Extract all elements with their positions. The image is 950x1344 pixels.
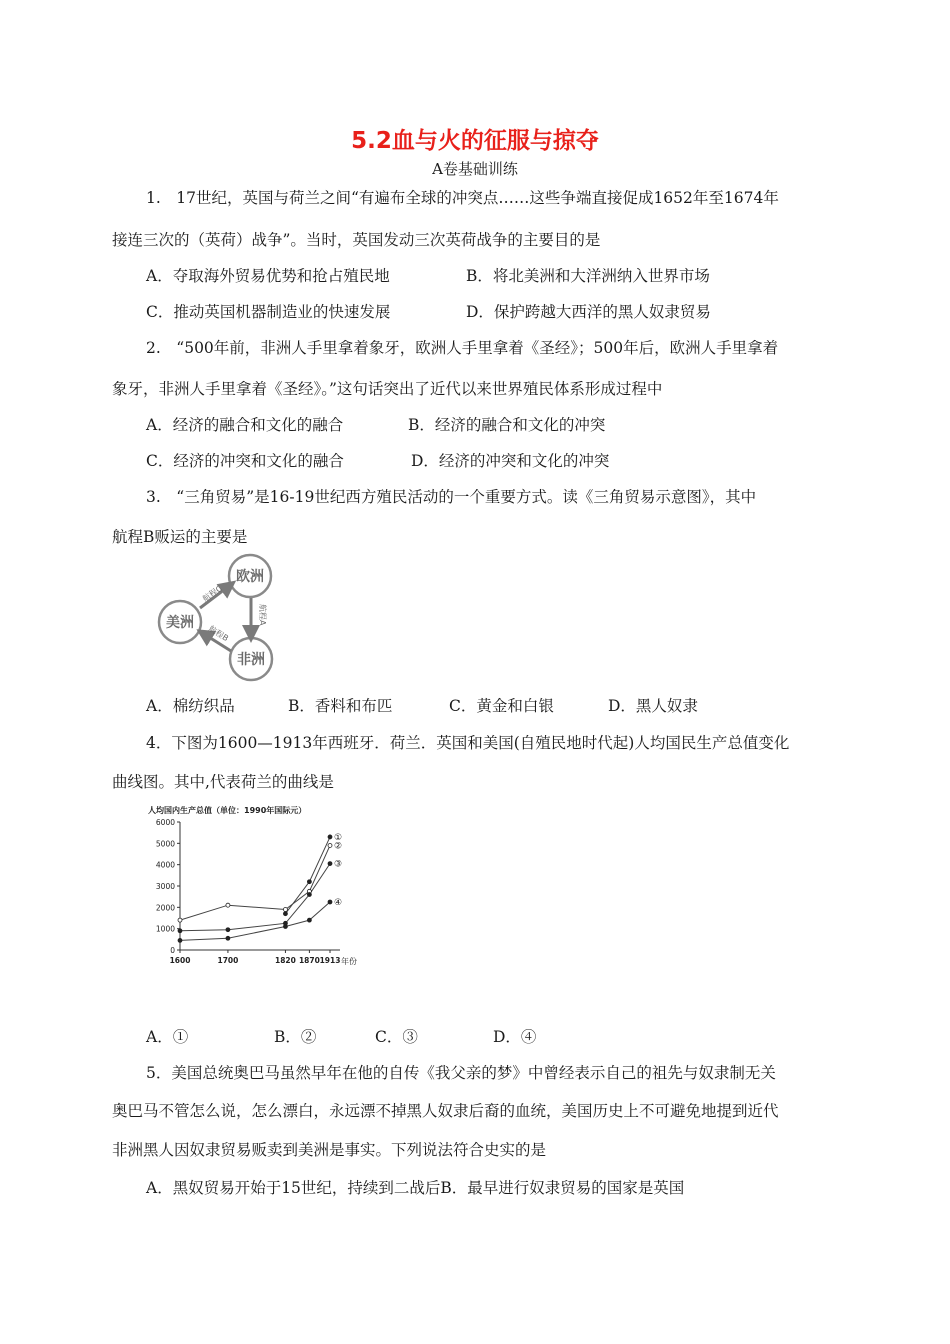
q4-stem-line2: 曲线图。其中,代表荷兰的曲线是 [112, 773, 334, 791]
y-tick-label: 6000 [155, 818, 175, 827]
y-tick-label: 0 [170, 946, 175, 955]
data-point [328, 835, 332, 839]
x-tick-label: 1600 [169, 956, 191, 965]
page-title: 5.2血与火的征服与掠夺 [351, 128, 599, 154]
chart-xlabel: 年份 [341, 957, 357, 966]
america-label: 美洲 [166, 615, 194, 631]
q3-option-d[interactable]: D．黑人奴隶 [608, 697, 698, 715]
gdp-line-chart [140, 800, 380, 970]
data-point [283, 907, 287, 911]
q5-stem-line3: 非洲黑人因奴隶贸易贩卖到美洲是事实。下列说法符合史实的是 [112, 1141, 547, 1159]
data-point [328, 843, 332, 847]
q1-stem-line2: 接连三次的（英荷）战争”。当时，英国发动三次英荷战争的主要目的是 [112, 231, 601, 249]
data-point [226, 936, 230, 940]
y-tick-label: 5000 [155, 839, 175, 849]
data-point [178, 918, 182, 922]
series-label: ③ [334, 859, 343, 870]
series-label: ② [334, 841, 343, 852]
q4-stem-line1: 4．下图为1600—1913年西班牙．荷兰．英国和美国(自殖民地时代起)人均国民生产总值变化 [146, 734, 790, 752]
series-label: ④ [334, 898, 343, 908]
route-c-label: 航程C [200, 583, 224, 604]
data-point [226, 903, 230, 907]
series-label: ① [334, 832, 343, 843]
q4-option-c[interactable]: C．③ [375, 1028, 418, 1046]
q2-option-b[interactable]: B．经济的融合和文化的冲突 [408, 416, 606, 434]
y-tick-label: 2000 [155, 903, 175, 913]
route-a-label: 航程A [258, 604, 267, 626]
data-point [178, 929, 182, 933]
q4-option-d[interactable]: D．④ [493, 1028, 537, 1046]
data-point [307, 918, 311, 922]
q5-stem-line1: 5．美国总统奥巴马虽然早年在他的自传《我父亲的梦》中曾经表示自己的祖先与奴隶制无关 [146, 1064, 776, 1082]
europe-label: 欧洲 [236, 569, 264, 585]
y-tick-label: 1000 [155, 924, 175, 934]
x-tick-label: 1700 [217, 956, 239, 965]
q2-option-d[interactable]: D．经济的冲突和文化的冲突 [411, 452, 610, 470]
q1-stem-line1: 1. 17世纪，英国与荷兰之间“有遍布全球的冲突点……这些争端直接促成1652年至1674年 [146, 189, 779, 207]
data-point [307, 880, 311, 884]
data-point [328, 900, 332, 904]
y-tick-label: 3000 [155, 882, 175, 891]
x-tick-label: 1820 [274, 956, 296, 965]
q2-option-a[interactable]: A．经济的融合和文化的融合 [146, 416, 344, 434]
q4-option-a[interactable]: A．① [146, 1028, 189, 1046]
x-tick-label: 1870 [298, 956, 320, 965]
q1-option-d[interactable]: D．保护跨越大西洋的黑人奴隶贸易 [466, 303, 711, 321]
q3-option-a[interactable]: A．棉纺织品 [146, 697, 235, 715]
y-tick-label: 4000 [155, 860, 175, 870]
q4-option-b[interactable]: B．② [274, 1028, 317, 1046]
q1-option-a[interactable]: A．夺取海外贸易优势和抢占殖民地 [146, 267, 390, 285]
q3-stem-line1: 3. “三角贸易”是16-19世纪西方殖民活动的一个重要方式。读《三角贸易示意图》，其中 [146, 488, 757, 506]
q1-option-c[interactable]: C．推动英国机器制造业的快速发展 [146, 303, 391, 321]
q3-stem-line2: 航程B贩运的主要是 [112, 528, 248, 546]
chart-title: 人均国内生产总值（单位：1990年国际元） [148, 806, 307, 815]
data-point [226, 928, 230, 932]
africa-label: 非洲 [237, 652, 265, 668]
q1-option-b[interactable]: B．将北美洲和大洋洲纳入世界市场 [466, 267, 710, 285]
q3-option-b[interactable]: B．香料和布匹 [288, 697, 393, 715]
q2-option-c[interactable]: C．经济的冲突和文化的融合 [146, 452, 344, 470]
data-point [283, 912, 287, 916]
route-b-label: 航程B [206, 624, 230, 644]
data-point [307, 893, 311, 897]
q3-option-c[interactable]: C．黄金和白银 [449, 697, 554, 715]
q5-option-ab[interactable]: A．黑奴贸易开始于15世纪，持续到二战后B．最早进行奴隶贸易的国家是英国 [146, 1179, 685, 1197]
q2-stem-line2: 象牙，非洲人手里拿着《圣经》。”这句话突出了近代以来世界殖民体系形成过程中 [112, 380, 663, 398]
q2-stem-line1: 2. “500年前，非洲人手里拿着象牙，欧洲人手里拿着《圣经》；500年后，欧洲人手里拿着 [146, 339, 779, 357]
data-point [178, 938, 182, 942]
x-tick-label: 1913 [319, 956, 341, 965]
series-line-1 [285, 837, 330, 914]
data-point [283, 925, 287, 929]
section-subtitle: A卷基础训练 [432, 160, 518, 178]
data-point [328, 862, 332, 866]
triangle-trade-diagram [145, 552, 285, 684]
q5-stem-line2: 奥巴马不管怎么说，怎么漂白，永远漂不掉黑人奴隶后裔的血统，美国历史上不可避免地提到近代 [112, 1102, 779, 1120]
